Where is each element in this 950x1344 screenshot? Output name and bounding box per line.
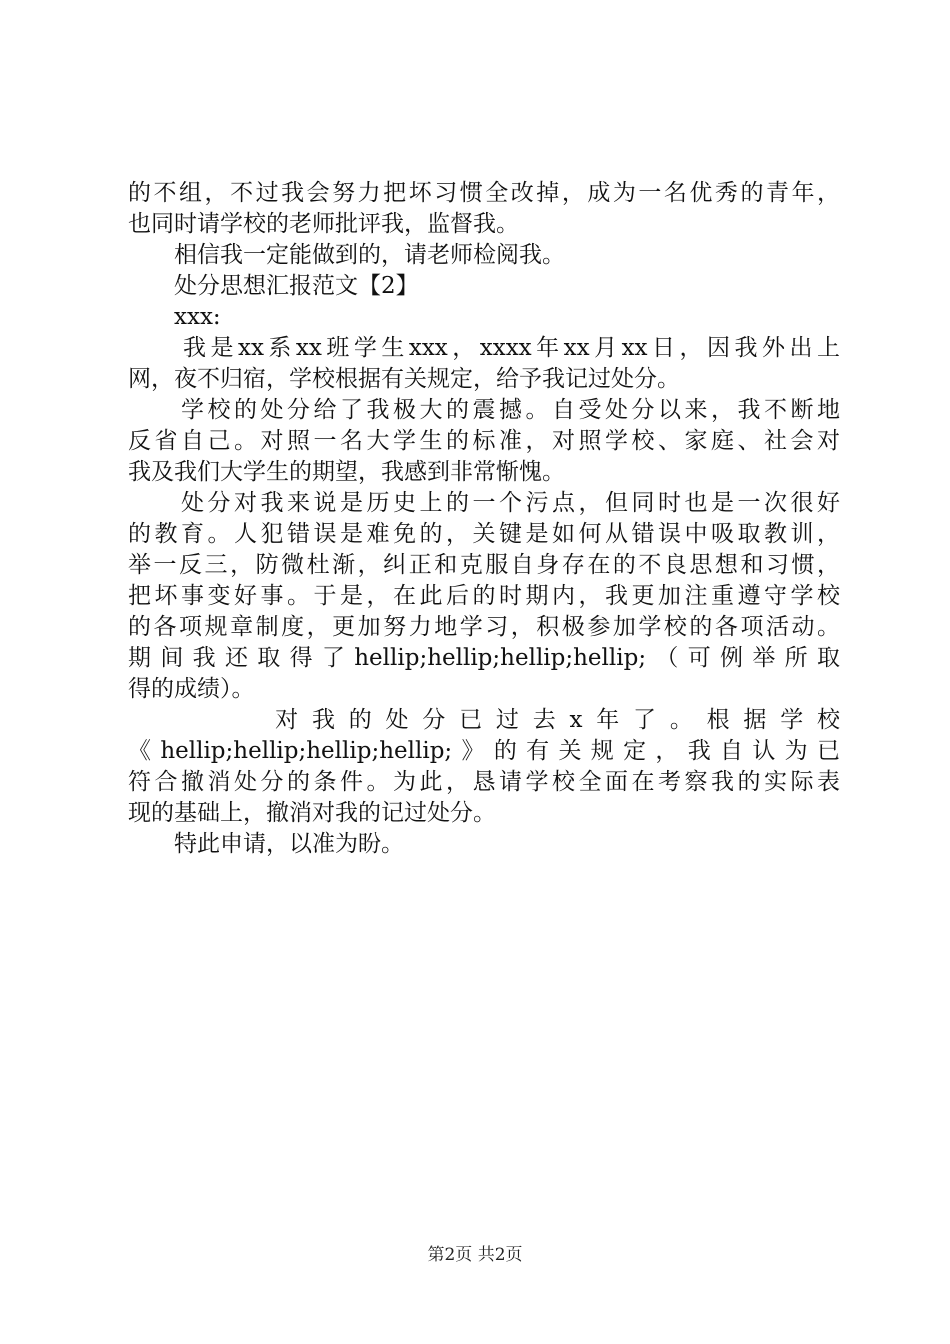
text-line: xxx:: [128, 304, 221, 330]
page-number-footer: 第2页 共2页: [427, 1245, 523, 1265]
text-line: 把坏事变好事。于是，在此后的时期内，我更加注重遵守学校: [128, 583, 840, 609]
text-line: 处分思想汇报范文【2】: [128, 273, 419, 299]
text-line: 反省自己。对照一名大学生的标准，对照学校、家庭、社会对: [128, 428, 840, 454]
text-line: 现的基础上，撤消对我的记过处分。: [128, 800, 496, 826]
document-body: [128, 178, 840, 860]
text-line: 期间我还取得了hellip;hellip;hellip;hellip;（可例举所取: [128, 645, 840, 671]
text-line: 我是xx系xx班学生xxx，xxxx年xx月xx日，因我外出上: [128, 335, 840, 361]
text-line: 的各项规章制度，更加努力地学习，积极参加学校的各项活动。: [128, 614, 840, 640]
text-line: 学校的处分给了我极大的震撼。自受处分以来，我不断地: [128, 397, 840, 423]
text-line: 举一反三，防微杜渐，纠正和克服自身存在的不良思想和习惯，: [128, 552, 840, 578]
text-line: 对我的处分已过去x年了。根据学校: [128, 707, 840, 733]
text-line: 相信我一定能做到的，请老师检阅我。: [128, 242, 565, 268]
text-line: 特此申请，以准为盼。: [128, 831, 404, 857]
text-line: 我及我们大学生的期望，我感到非常惭愧。: [128, 459, 565, 485]
text-line: 《hellip;hellip;hellip;hellip;》的有关规定，我自认为已: [128, 738, 840, 764]
text-line: 得的成绩）。: [128, 676, 255, 702]
text-line: 的教育。人犯错误是难免的，关键是如何从错误中吸取教训，: [128, 521, 840, 547]
text-line: 的不组，不过我会努力把坏习惯全改掉，成为一名优秀的青年，: [128, 180, 840, 206]
text-line: 网，夜不归宿，学校根据有关规定，给予我记过处分。: [128, 366, 680, 392]
text-line: 处分对我来说是历史上的一个污点，但同时也是一次很好: [128, 490, 840, 516]
text-line: 符合撤消处分的条件。为此，恳请学校全面在考察我的实际表: [128, 769, 840, 795]
text-line: 也同时请学校的老师批评我，监督我。: [128, 211, 519, 237]
